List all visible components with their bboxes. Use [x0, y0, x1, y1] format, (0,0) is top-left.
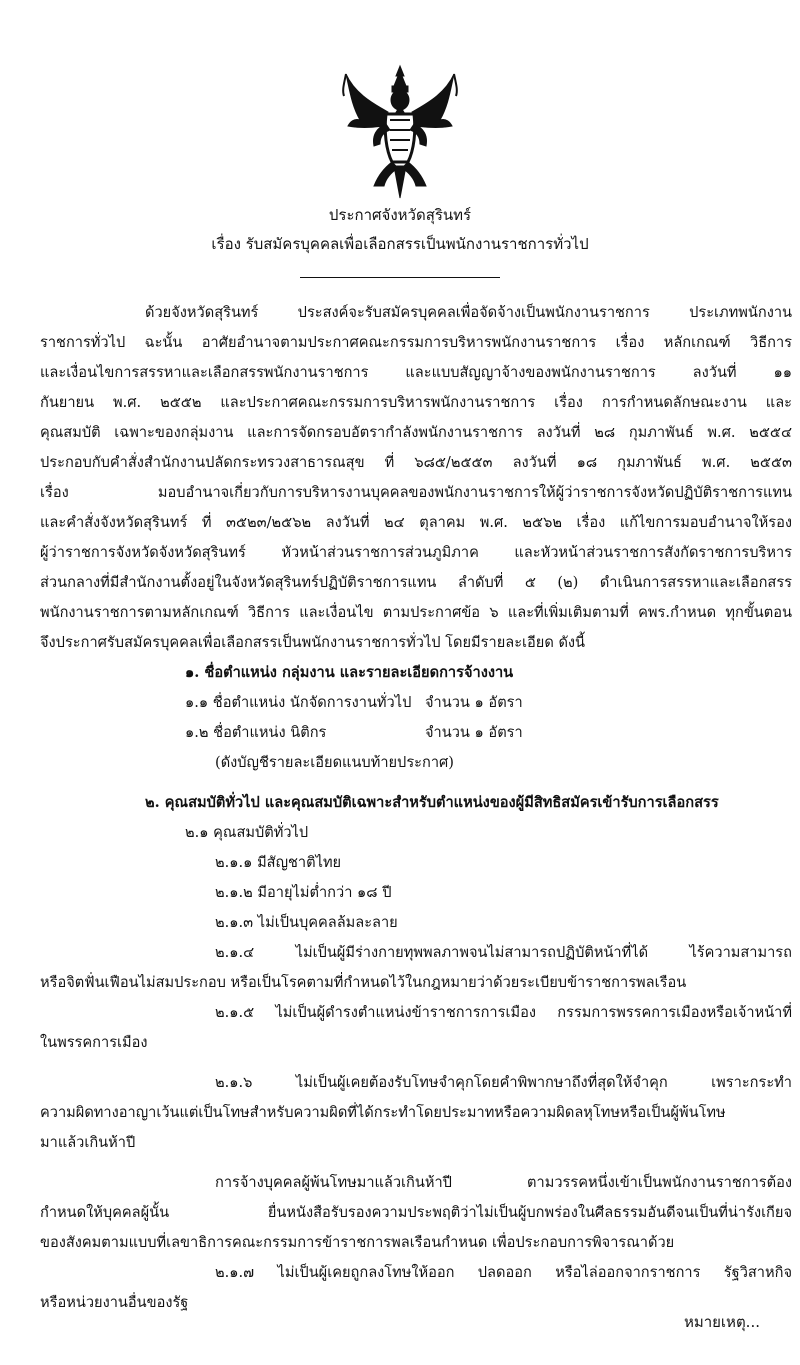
section1-note: (ดังบัญชีรายละเอียดแนบท้ายประกาศ)	[215, 754, 454, 771]
position-count: จำนวน ๑ อัตรา	[425, 694, 523, 711]
intro-line: และคำสั่งจังหวัดสุรินทร์ ที่ ๓๕๒๓/๒๕๖๒ ลงวันที่ ๒๔ ตุลาคม พ.ศ. ๒๕๖๒ เรื่อง แก้ไขการมอบอำนาจให้รอง	[40, 514, 792, 531]
intro-line: ผู้ว่าราชการจังหวัดจังหวัดสุรินทร์ หัวหน้าส่วนราชการส่วนภูมิภาค และหัวหน้าส่วนราชการสังกัดราชการบริหาร	[40, 544, 792, 561]
qualification-continuation: หรือจิตฟั่นเฟือนไม่สมประกอบ หรือเป็นโรคตามที่กำหนดไว้ในกฎหมายว่าด้วยระเบียบข้าราชการพลเรือน	[40, 974, 687, 991]
qualification-item: ๒.๑.๔ ไม่เป็นผู้มีร่างกายทุพพลภาพจนไม่สามารถปฏิบัติหน้าที่ได้ ไร้ความสามารถ	[215, 944, 792, 961]
intro-line: กันยายน พ.ศ. ๒๕๕๒ และประกาศคณะกรรมการบริหารพนักงานราชการ เรื่อง การกำหนดลักษณะงาน และ	[40, 394, 792, 411]
qualification-continuation: มาแล้วเกินห้าปี	[40, 1134, 136, 1151]
qualification-item: ๒.๑.๕ ไม่เป็นผู้ดำรงตำแหน่งข้าราชการการเมือง กรรมการพรรคการเมืองหรือเจ้าหน้าที่	[215, 1004, 792, 1021]
qualification-continuation: ความผิดทางอาญาเว้นแต่เป็นโทษสำหรับความผิดที่ได้กระทำโดยประมาทหรือความผิดลหุโทษหรือเป็นผู้พ้นโทษ	[40, 1104, 726, 1121]
position-label: ๑.๒ ชื่อตำแหน่ง นิติกร	[185, 724, 327, 741]
intro-line: ราชการทั่วไป ฉะนั้น อาศัยอำนาจตามประกาศคณะกรรมการบริหารพนักงานราชการ เรื่อง หลักเกณฑ์ วิธีการ	[40, 334, 792, 351]
paragraph-line: การจ้างบุคคลผู้พ้นโทษมาแล้วเกินห้าปี ตามวรรคหนึ่งเข้าเป็นพนักงานราชการต้อง	[215, 1174, 792, 1191]
intro-line: ส่วนกลางที่มีสำนักงานตั้งอยู่ในจังหวัดสุรินทร์ปฏิบัติราชการแทน ลำดับที่ ๕ (๒) ดำเนินการสรรหาและเลือกสรร	[40, 574, 792, 591]
continued-note: หมายเหตุ...	[683, 1313, 760, 1331]
garuda-emblem-icon	[340, 62, 460, 200]
position-label: ๑.๑ ชื่อตำแหน่ง นักจัดการงานทั่วไป	[185, 694, 412, 711]
announcement-title: ประกาศจังหวัดสุรินทร์	[328, 206, 472, 224]
qualification-item: ๒.๑.๓ ไม่เป็นบุคคลล้มละลาย	[215, 914, 398, 931]
paragraph-line: ของสังคมตามแบบที่เลขาธิการคณะกรรมการข้าราชการพลเรือนกำหนด เพื่อประกอบการพิจารณาด้วย	[40, 1234, 675, 1251]
qualification-item: ๒.๑.๗ ไม่เป็นผู้เคยถูกลงโทษให้ออก ปลดออก หรือไล่ออกจากราชการ รัฐวิสาหกิจ	[215, 1264, 792, 1281]
section2-heading: ๒. คุณสมบัติทั่วไป และคุณสมบัติเฉพาะสำหรับตำแหน่งของผู้มีสิทธิสมัครเข้ารับการเลือกสรร	[145, 794, 719, 811]
intro-line: คุณสมบัติ เฉพาะของกลุ่มงาน และการจัดกรอบอัตรากำลังพนักงานราชการ ลงวันที่ ๒๘ กุมภาพันธ์ พ.ศ. ๒๕๕๔	[40, 424, 792, 441]
intro-line: จึงประกาศรับสมัครบุคคลเพื่อเลือกสรรเป็นพนักงานราชการทั่วไป โดยมีรายละเอียด ดังนี้	[40, 634, 586, 651]
title-divider	[300, 277, 500, 278]
intro-line: และเงื่อนไขการสรรหาและเลือกสรรพนักงานราชการ และแบบสัญญาจ้างของพนักงานราชการ ลงวันที่ ๑๑	[40, 364, 792, 381]
intro-line: ประกอบกับคำสั่งสำนักงานปลัดกระทรวงสาธารณสุข ที่ ๖๘๕/๒๕๕๓ ลงวันที่ ๑๘ กุมภาพันธ์ พ.ศ. ๒๕๕๓	[40, 454, 792, 471]
announcement-subject: เรื่อง รับสมัครบุคคลเพื่อเลือกสรรเป็นพนักงานราชการทั่วไป	[211, 235, 589, 253]
qualification-item: ๒.๑.๒ มีอายุไม่ต่ำกว่า ๑๘ ปี	[215, 884, 392, 901]
qualification-item: ๒.๑.๑ มีสัญชาติไทย	[215, 854, 342, 871]
intro-line: เรื่อง มอบอำนาจเกี่ยวกับการบริหารงานบุคคลของพนักงานราชการให้ผู้ว่าราชการจังหวัดปฏิบัติราชการแทน	[40, 484, 792, 501]
position-count: จำนวน ๑ อัตรา	[425, 724, 523, 741]
position-row	[40, 688, 792, 718]
document-body	[40, 298, 792, 1318]
section1-heading: ๑. ชื่อตำแหน่ง กลุ่มงาน และรายละเอียดการจ้างงาน	[185, 664, 514, 681]
section2-sub-heading: ๒.๑ คุณสมบัติทั่วไป	[185, 824, 309, 841]
qualification-continuation: ในพรรคการเมือง	[40, 1034, 148, 1051]
intro-line: ด้วยจังหวัดสุรินทร์ ประสงค์จะรับสมัครบุคคลเพื่อจัดจ้างเป็นพนักงานราชการ ประเภทพนักงาน	[145, 304, 792, 321]
qualification-item: ๒.๑.๖ ไม่เป็นผู้เคยต้องรับโทษจำคุกโดยคำพิพากษาถึงที่สุดให้จำคุก เพราะกระทำ	[215, 1074, 792, 1091]
position-row	[40, 718, 792, 748]
paragraph-line: กำหนดให้บุคคลผู้นั้น ยื่นหนังสือรับรองความประพฤติว่าไม่เป็นผู้บกพร่องในศีลธรรมอันดีจนเป็นที่น่ารังเกียจ	[40, 1204, 792, 1221]
intro-line: พนักงานราชการตามหลักเกณฑ์ วิธีการ และเงื่อนไข ตามประกาศข้อ ๖ และที่เพิ่มเติมตามที่ คพร.กำหนด ทุกขั้นตอน	[40, 604, 792, 621]
qualification-continuation: หรือหน่วยงานอื่นของรัฐ	[40, 1294, 189, 1311]
